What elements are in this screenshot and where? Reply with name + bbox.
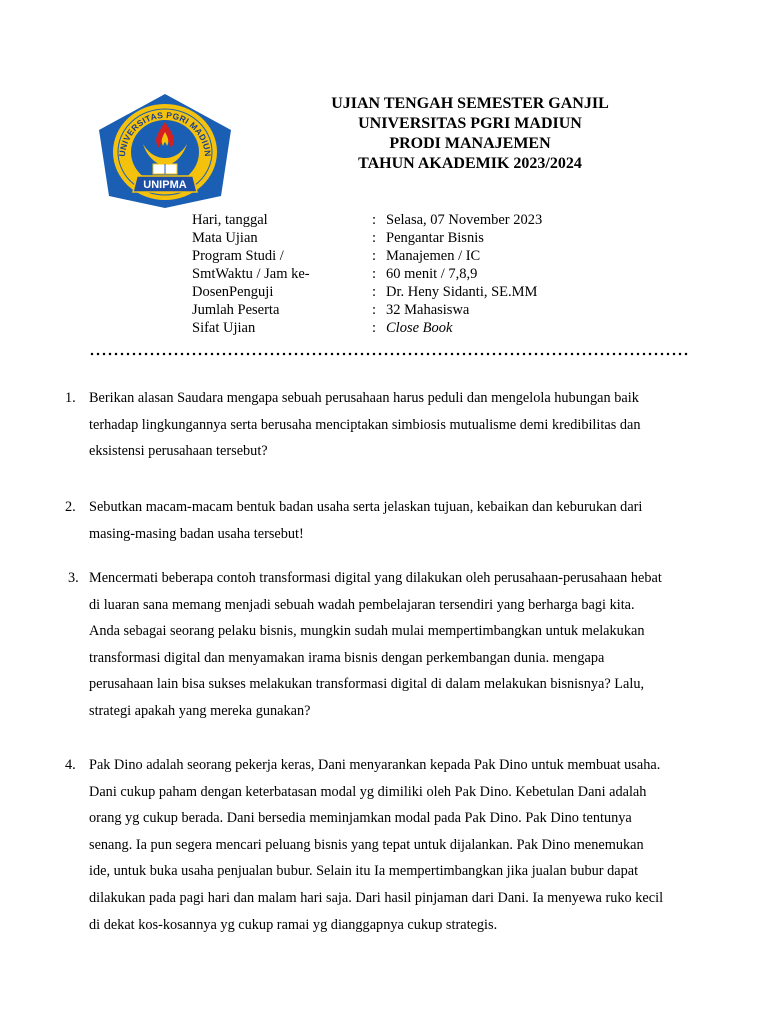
question-1 xyxy=(65,385,697,465)
info-value: Selasa, 07 November 2023 xyxy=(386,212,543,228)
info-value: Manajemen / IC xyxy=(386,248,481,264)
question-line: strategi apakah yang mereka gunakan? xyxy=(89,702,311,719)
exam-header xyxy=(255,94,685,174)
info-value: Dr. Heny Sidanti, SE.MM xyxy=(386,284,538,300)
question-4 xyxy=(65,752,697,938)
question-number: 1. xyxy=(65,390,76,406)
info-label: SmtWaktu / Jam ke- xyxy=(192,266,310,282)
question-line: Berikan alasan Saudara mengapa sebuah perusahaan harus peduli dan mengelola hubungan baik xyxy=(89,390,639,406)
question-line: terhadap lingkungannya serta berusaha menciptakan simbiosis mutualisme demi kredibilitas dan xyxy=(89,416,641,433)
info-colon: : xyxy=(372,248,377,264)
info-row-time xyxy=(192,265,672,283)
info-colon: : xyxy=(372,320,377,336)
question-line: masing-masing badan usaha tersebut! xyxy=(89,525,304,542)
question-line: dilakukan pada pagi hari dan malam hari saja. Dari hasil pinjaman dari Dani. Ia menyewa ruko kecil xyxy=(89,889,664,906)
dotted-divider xyxy=(89,351,689,357)
header-line-3: PRODI MANAJEMEN xyxy=(389,135,551,152)
info-row-program xyxy=(192,247,672,265)
question-line: Mencermati beberapa contoh transformasi digital yang dilakukan oleh perusahaan-perusahaan hebat xyxy=(89,570,662,586)
info-label: Hari, tanggal xyxy=(192,212,268,228)
info-row-subject xyxy=(192,229,672,247)
info-value: Pengantar Bisnis xyxy=(386,230,484,246)
header-line-2: UNIVERSITAS PGRI MADIUN xyxy=(358,115,582,132)
info-colon: : xyxy=(372,230,377,246)
question-number: 3. xyxy=(68,570,79,586)
question-line: Dani cukup paham dengan keterbatasan modal yg dimiliki oleh Pak Dino. Kebetulan Dani adalah xyxy=(89,783,647,800)
exam-info-table xyxy=(192,211,672,337)
info-row-participants xyxy=(192,301,672,319)
info-colon: : xyxy=(372,284,377,300)
info-colon: : xyxy=(372,302,377,318)
info-row-date xyxy=(192,211,672,229)
question-line: di dekat kos-kosannya yg cukup ramai yg dianggapnya cukup strategis. xyxy=(89,916,498,933)
info-value: 60 menit / 7,8,9 xyxy=(386,266,478,282)
info-label: Sifat Ujian xyxy=(192,320,256,336)
question-line: Sebutkan macam-macam bentuk badan usaha serta jelaskan tujuan, kebaikan dan keburukan dari xyxy=(89,499,643,515)
question-line: senang. Ia pun segera mencari peluang bisnis yang tepat untuk dijalankan. Pak Dino menemukan xyxy=(89,836,644,853)
question-number: 2. xyxy=(65,499,76,515)
info-label: Mata Ujian xyxy=(192,230,258,246)
info-row-lecturer xyxy=(192,283,672,301)
question-line: eksistensi perusahaan tersebut? xyxy=(89,443,268,460)
info-colon: : xyxy=(372,266,377,282)
question-line: Pak Dino adalah seorang pekerja keras, Dani menyarankan kepada Pak Dino untuk membuat usaha. xyxy=(89,757,661,773)
info-label: Program Studi / xyxy=(192,248,284,264)
question-line: ide, untuk buka usaha penjualan bubur. Selain itu Ia mempertimbangkan jika jualan bubur dapat xyxy=(89,863,639,880)
header-line-1: UJIAN TENGAH SEMESTER GANJIL xyxy=(331,95,609,112)
info-value: Close Book xyxy=(386,320,453,336)
header-line-4: TAHUN AKADEMIK 2023/2024 xyxy=(358,155,582,172)
unipma-logo xyxy=(97,92,233,210)
question-2 xyxy=(65,494,697,547)
logo-ring-text: UNIVERSITAS PGRI MADIUN xyxy=(116,109,214,158)
info-label: DosenPenguji xyxy=(192,284,274,300)
question-line: orang yg cukup berada. Dani bersedia meminjamkan modal pada Pak Dino. Pak Dino tentunya xyxy=(89,810,632,827)
info-colon: : xyxy=(372,212,377,228)
question-line: transformasi digital dan menyamakan irama bisnis dengan perkembangan dunia. mengapa xyxy=(89,649,605,666)
question-number: 4. xyxy=(65,757,76,773)
question-3 xyxy=(68,565,697,725)
info-row-exam-type xyxy=(192,319,672,337)
question-line: Anda sebagai seorang pelaku bisnis, mungkin sudah mulai mempertimbangkan untuk melakukan xyxy=(89,623,645,640)
question-line: di luaran sana memang menjadi sebuah wadah pembelajaran tersendiri yang berharga bagi kita. xyxy=(89,596,635,613)
info-value: 32 Mahasiswa xyxy=(386,302,470,318)
logo-banner-text: UNIPMA xyxy=(143,179,187,191)
question-line: perusahaan lain bisa sukses melakukan transformasi digital di dalam melakukan bisnisnya? Lalu, xyxy=(89,676,645,693)
info-label: Jumlah Peserta xyxy=(192,302,280,318)
